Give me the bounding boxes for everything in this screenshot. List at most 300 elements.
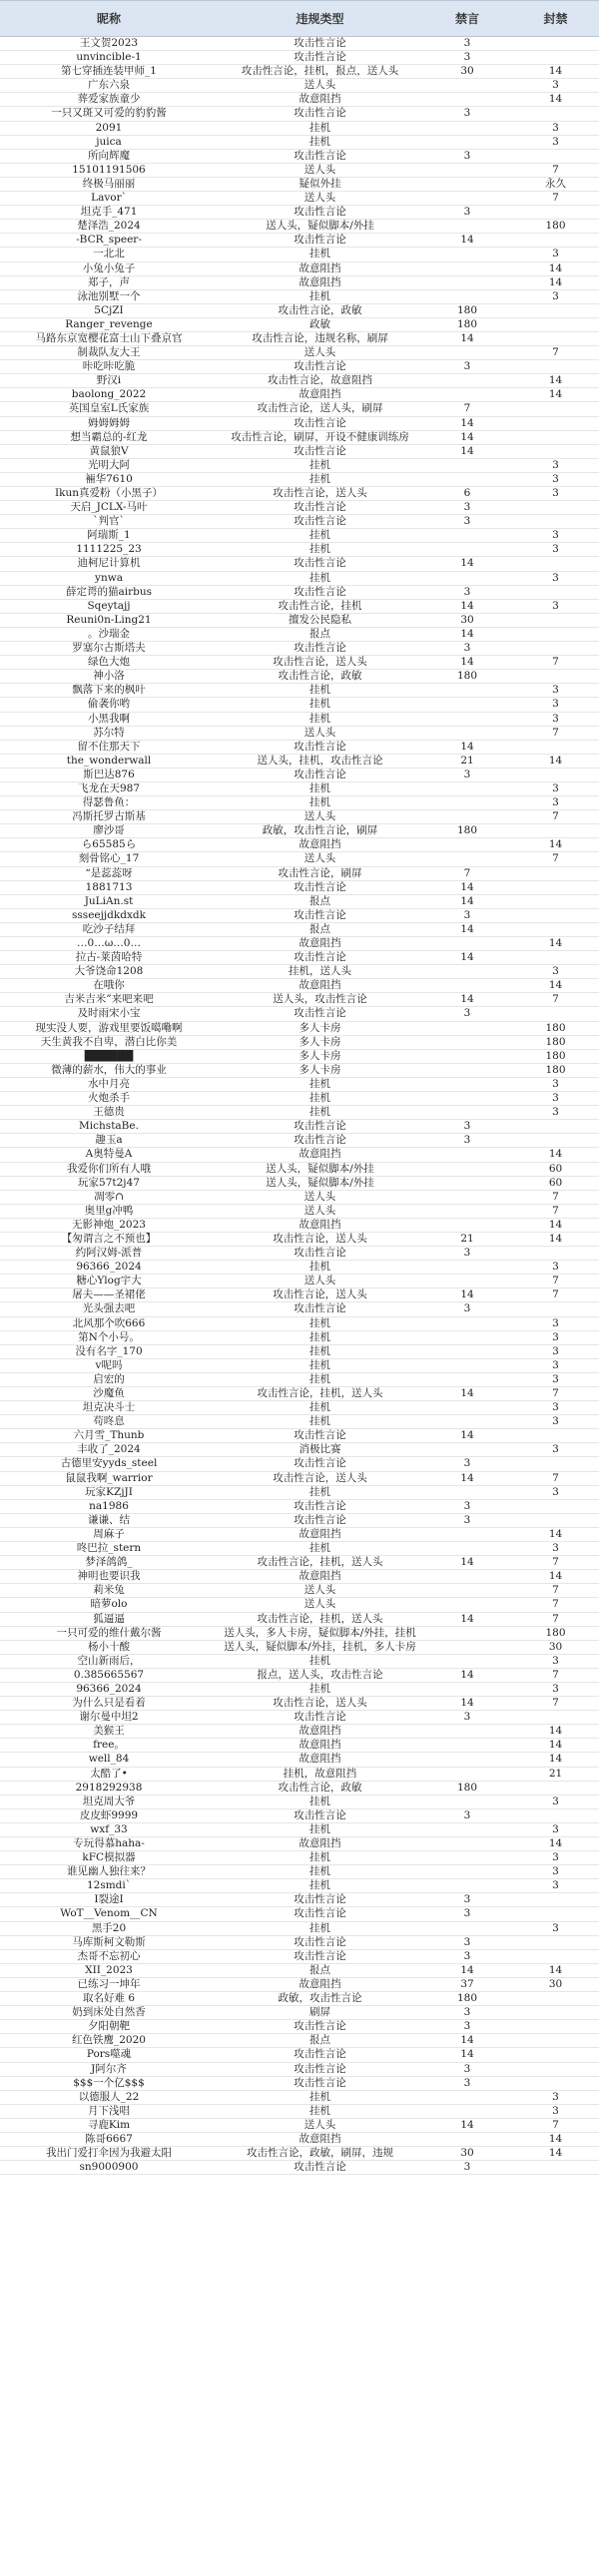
cell-mute-days bbox=[422, 1486, 512, 1499]
cell-nickname: wxf_33 bbox=[90, 1822, 128, 1835]
cell-ban-days bbox=[512, 2020, 599, 2033]
cell-violation-type: 挂机 bbox=[309, 1401, 330, 1414]
table-row bbox=[0, 572, 599, 586]
cell-mute-days bbox=[422, 192, 512, 205]
cell-violation-type: 攻击性言论 bbox=[294, 515, 346, 528]
cell-nickname: XII_2023 bbox=[85, 1963, 133, 1976]
cell-nickname: 黑手20 bbox=[91, 1921, 127, 1934]
cell-nickname: 天生黄我不自卑，潜白比你美 bbox=[40, 1035, 178, 1048]
cell-ban-days bbox=[512, 741, 599, 754]
cell-mute-days: 3 bbox=[463, 1007, 471, 1020]
cell-mute-days: 3 bbox=[463, 1513, 471, 1526]
table-row bbox=[0, 614, 599, 628]
table-row bbox=[0, 1907, 599, 1921]
cell-violation-type: 挂机 bbox=[309, 1682, 330, 1695]
cell-violation-type: 攻击性言论 bbox=[294, 1247, 346, 1260]
cell-ban-days bbox=[512, 1907, 599, 1920]
cell-ban-days: 3 bbox=[552, 1372, 559, 1385]
cell-nickname: 苟咚息 bbox=[93, 1415, 125, 1428]
cell-violation-type: 送人头，多人卡房，疑似脚本/外挂，挂机 bbox=[224, 1626, 416, 1639]
cell-violation-type: 攻击性言论 bbox=[294, 1808, 346, 1821]
cell-nickname: juica bbox=[96, 135, 122, 148]
cell-violation-type: 攻击性言论 bbox=[294, 206, 346, 219]
cell-violation-type: 故意阻挡 bbox=[299, 261, 341, 274]
cell-violation-type: 攻击性言论 bbox=[294, 360, 346, 373]
table-row bbox=[0, 543, 599, 557]
cell-nickname: 玩家57t2j47 bbox=[78, 1176, 140, 1189]
cell-ban-days: 7 bbox=[552, 1275, 559, 1288]
cell-ban-days: 3 bbox=[552, 1654, 559, 1667]
cell-violation-type: 挂机 bbox=[309, 472, 330, 485]
cell-mute-days: 14 bbox=[460, 2048, 474, 2061]
cell-ban-days: 3 bbox=[552, 1106, 559, 1119]
cell-ban-days: 14 bbox=[548, 374, 563, 387]
cell-violation-type: 挂机 bbox=[309, 1092, 330, 1105]
cell-nickname: 杰哥不忘初心 bbox=[77, 1949, 141, 1962]
cell-mute-days bbox=[422, 220, 512, 233]
cell-mute-days bbox=[422, 1768, 512, 1781]
cell-nickname: 我出门爱打伞因为我避太阳 bbox=[46, 2147, 172, 2160]
cell-nickname: 12smdi` bbox=[86, 1879, 132, 1892]
table-row bbox=[0, 136, 599, 150]
table-row bbox=[0, 459, 599, 473]
table-row bbox=[0, 810, 599, 824]
cell-mute-days bbox=[422, 1050, 512, 1063]
cell-ban-days bbox=[512, 895, 599, 908]
cell-violation-type: 攻击性言论 bbox=[294, 1302, 346, 1315]
table-row bbox=[0, 192, 599, 206]
cell-mute-days bbox=[422, 346, 512, 359]
cell-ban-days bbox=[512, 909, 599, 922]
cell-mute-days: 3 bbox=[463, 2006, 471, 2019]
cell-ban-days: 7 bbox=[552, 1471, 559, 1484]
table-row bbox=[0, 234, 599, 248]
table-row bbox=[0, 1950, 599, 1964]
cell-nickname: 夕阳朝靶 bbox=[88, 2020, 130, 2033]
cell-mute-days bbox=[422, 164, 512, 177]
cell-mute-days: 3 bbox=[463, 1949, 471, 1962]
table-row bbox=[0, 1613, 599, 1627]
table-row bbox=[0, 684, 599, 698]
table-row bbox=[0, 1683, 599, 1697]
table-row bbox=[0, 1655, 599, 1669]
cell-nickname: 天启_JCLX-马叶 bbox=[70, 501, 148, 514]
cell-ban-days: 7 bbox=[552, 2118, 559, 2131]
cell-mute-days bbox=[422, 1177, 512, 1190]
cell-nickname: 及时雨宋小宝 bbox=[77, 1007, 141, 1020]
cell-mute-days: 3 bbox=[463, 1120, 471, 1133]
cell-nickname: 一北北 bbox=[93, 248, 125, 260]
table-row bbox=[0, 318, 599, 332]
cell-mute-days: 3 bbox=[463, 1808, 471, 1821]
cell-ban-days: 3 bbox=[552, 1401, 559, 1414]
cell-mute-days: 3 bbox=[463, 1935, 471, 1948]
cell-violation-type: 挂机 bbox=[309, 1316, 330, 1329]
cell-nickname: 拉古-莱茵哈特 bbox=[75, 951, 143, 964]
cell-nickname: 谁见幽人独往来？ bbox=[67, 1865, 151, 1878]
cell-nickname: 一只又斑又可爱的豹豹酱 bbox=[51, 107, 167, 120]
cell-ban-days: 3 bbox=[552, 121, 559, 134]
header-ban: 封禁 bbox=[543, 12, 568, 26]
cell-nickname: 红色铁鹰_2020 bbox=[72, 2034, 146, 2047]
table-row bbox=[0, 867, 599, 881]
cell-violation-type: 送人头 bbox=[303, 346, 336, 359]
cell-violation-type: 多人卡房 bbox=[299, 1021, 341, 1034]
cell-mute-days: 14 bbox=[460, 1387, 474, 1399]
cell-ban-days: 3 bbox=[552, 1485, 559, 1498]
table-row bbox=[0, 1669, 599, 1683]
cell-violation-type: 挂机 bbox=[309, 781, 330, 794]
cell-violation-type: 送人头 bbox=[303, 1584, 336, 1597]
cell-violation-type: 挂机 bbox=[309, 1879, 330, 1892]
cell-ban-days: 7 bbox=[552, 1668, 559, 1681]
table-row bbox=[0, 2020, 599, 2034]
table-row bbox=[0, 374, 599, 388]
cell-mute-days: 30 bbox=[460, 65, 474, 78]
cell-nickname: 月下浅唱 bbox=[88, 2104, 130, 2117]
table-row bbox=[0, 1050, 599, 1064]
table-row bbox=[0, 1302, 599, 1316]
cell-mute-days: 3 bbox=[463, 149, 471, 162]
cell-nickname: 2918292938 bbox=[75, 1781, 143, 1794]
cell-violation-type: 送人头，挂机，攻击性言论 bbox=[257, 754, 383, 767]
cell-ban-days bbox=[512, 107, 599, 120]
cell-mute-days bbox=[422, 965, 512, 978]
cell-nickname: 薛定谔的猫airbus bbox=[65, 585, 152, 598]
header-violation-type: 违规类型 bbox=[296, 12, 344, 26]
cell-violation-type: 攻击性言论 bbox=[294, 1499, 346, 1512]
cell-violation-type: 攻击性言论 bbox=[294, 1893, 346, 1906]
cell-violation-type: 攻击性言论 bbox=[294, 501, 346, 514]
cell-violation-type: 攻击性言论，挂机，报点，送人头 bbox=[241, 65, 399, 78]
cell-nickname: 光明大阿 bbox=[88, 458, 130, 471]
cell-nickname: 玩家KZjJI bbox=[85, 1485, 133, 1498]
cell-ban-days: 7 bbox=[552, 1190, 559, 1203]
cell-mute-days: 14 bbox=[460, 627, 474, 640]
cell-violation-type: 送人头 bbox=[303, 726, 336, 739]
table-row bbox=[0, 1570, 599, 1584]
cell-nickname: 5CjZI bbox=[94, 303, 124, 316]
cell-nickname: ynwa bbox=[95, 571, 123, 584]
cell-mute-days: 14 bbox=[460, 234, 474, 247]
cell-mute-days bbox=[422, 1683, 512, 1696]
cell-nickname: 水中月亮 bbox=[88, 1077, 130, 1090]
cell-violation-type: 挂机 bbox=[309, 1485, 330, 1498]
cell-ban-days: 7 bbox=[552, 163, 559, 176]
table-row bbox=[0, 515, 599, 529]
table-row bbox=[0, 262, 599, 276]
cell-violation-type: 送人头 bbox=[303, 810, 336, 823]
table-row bbox=[0, 1782, 599, 1796]
cell-violation-type: 送人头，疑似脚本/外挂，挂机，多人卡房 bbox=[224, 1640, 416, 1653]
cell-ban-days: 3 bbox=[552, 1879, 559, 1892]
cell-nickname: 谢尔曼中坦2 bbox=[79, 1711, 139, 1724]
cell-nickname: 奶到床处自然香 bbox=[72, 2006, 146, 2019]
cell-violation-type: 挂机 bbox=[309, 1330, 330, 1343]
table-row bbox=[0, 122, 599, 136]
table-row bbox=[0, 417, 599, 431]
cell-ban-days bbox=[512, 642, 599, 655]
cell-ban-days bbox=[512, 1007, 599, 1020]
cell-ban-days bbox=[512, 304, 599, 317]
cell-violation-type: 故意阻挡 bbox=[299, 979, 341, 992]
cell-nickname: well_84 bbox=[88, 1753, 130, 1766]
table-row bbox=[0, 656, 599, 670]
cell-nickname: 沙魔鱼 bbox=[93, 1387, 125, 1399]
table-row bbox=[0, 1472, 599, 1486]
cell-violation-type: 多人卡房 bbox=[299, 1063, 341, 1076]
table-row bbox=[0, 586, 599, 600]
cell-ban-days: 180 bbox=[545, 1626, 566, 1639]
table-row bbox=[0, 1514, 599, 1528]
cell-mute-days: 7 bbox=[463, 866, 471, 879]
cell-ban-days: 14 bbox=[548, 979, 563, 992]
cell-mute-days: 3 bbox=[463, 768, 471, 780]
cell-nickname: 专玩得慕haha- bbox=[73, 1837, 145, 1849]
cell-mute-days: 14 bbox=[460, 599, 474, 612]
table-row bbox=[0, 1627, 599, 1641]
cell-ban-days: 3 bbox=[552, 458, 559, 471]
cell-mute-days bbox=[422, 1317, 512, 1330]
cell-nickname: 古德里安yyds_steel bbox=[60, 1457, 158, 1470]
table-row bbox=[0, 1486, 599, 1500]
cell-ban-days bbox=[512, 37, 599, 50]
cell-ban-days bbox=[512, 360, 599, 373]
cell-violation-type: 攻击性言论 bbox=[294, 1120, 346, 1133]
table-row bbox=[0, 1177, 599, 1191]
table-row bbox=[0, 1992, 599, 2006]
cell-violation-type: 攻击性言论，送人头 bbox=[273, 1471, 367, 1484]
cell-violation-type: 擅发公民隐私 bbox=[289, 613, 351, 626]
cell-ban-days bbox=[512, 557, 599, 570]
cell-mute-days bbox=[422, 1598, 512, 1611]
cell-ban-days bbox=[512, 402, 599, 415]
table-row bbox=[0, 713, 599, 727]
cell-mute-days: 14 bbox=[460, 1612, 474, 1625]
cell-nickname: the_wonderwall bbox=[66, 754, 152, 767]
cell-violation-type: 攻击性言论 bbox=[294, 149, 346, 162]
cell-nickname: kFC模拟器 bbox=[82, 1851, 136, 1864]
cell-nickname: 坦克周大爷 bbox=[82, 1795, 136, 1807]
cell-mute-days bbox=[422, 1837, 512, 1850]
table-row bbox=[0, 487, 599, 501]
cell-violation-type: 挂机 bbox=[309, 796, 330, 809]
cell-mute-days: 3 bbox=[463, 107, 471, 120]
cell-mute-days: 21 bbox=[460, 1232, 474, 1245]
cell-ban-days bbox=[512, 501, 599, 514]
cell-violation-type: 挂机 bbox=[309, 1415, 330, 1428]
cell-ban-days bbox=[512, 769, 599, 781]
cell-nickname: 0.385665567 bbox=[73, 1668, 145, 1681]
cell-nickname: 吃沙子结拜 bbox=[82, 922, 136, 935]
cell-nickname: …0…ω…0… bbox=[77, 937, 141, 949]
cell-violation-type: 挂机，送人头 bbox=[289, 965, 351, 978]
cell-mute-days bbox=[422, 838, 512, 851]
cell-ban-days: 14 bbox=[548, 1963, 563, 1976]
cell-violation-type: 故意阻挡 bbox=[299, 1837, 341, 1849]
cell-mute-days bbox=[422, 1739, 512, 1752]
cell-nickname: 罗塞尔古斯塔夫 bbox=[72, 642, 146, 655]
cell-mute-days bbox=[422, 796, 512, 809]
cell-mute-days bbox=[422, 1219, 512, 1232]
cell-violation-type: 攻击性言论，挂机，送人头 bbox=[257, 1556, 383, 1569]
cell-mute-days: 3 bbox=[463, 360, 471, 373]
cell-mute-days bbox=[422, 727, 512, 740]
cell-mute-days bbox=[422, 1879, 512, 1892]
cell-nickname: 已练习一坤年 bbox=[77, 1977, 141, 1990]
cell-violation-type: 攻击性言论，送人头 bbox=[273, 1232, 367, 1245]
cell-nickname: MichstaBe. bbox=[79, 1120, 139, 1133]
header-mute: 禁言 bbox=[454, 12, 479, 26]
cell-mute-days bbox=[422, 852, 512, 865]
table-row bbox=[0, 164, 599, 178]
cell-mute-days: 14 bbox=[460, 2118, 474, 2131]
table-row bbox=[0, 1851, 599, 1865]
table-row bbox=[0, 290, 599, 304]
cell-nickname: 莉米兔 bbox=[93, 1584, 125, 1597]
cell-mute-days bbox=[422, 1036, 512, 1049]
cell-ban-days: 7 bbox=[552, 1204, 559, 1217]
table-row bbox=[0, 1233, 599, 1247]
cell-ban-days bbox=[512, 1782, 599, 1795]
cell-ban-days: 3 bbox=[552, 1822, 559, 1835]
cell-violation-type: 故意阻挡 bbox=[299, 2132, 341, 2145]
cell-nickname: 神小洛 bbox=[93, 670, 125, 683]
cell-mute-days: 14 bbox=[460, 894, 474, 907]
cell-mute-days bbox=[422, 1865, 512, 1878]
cell-ban-days: 永久 bbox=[545, 177, 566, 190]
table-row bbox=[0, 1922, 599, 1936]
cell-ban-days bbox=[512, 1936, 599, 1949]
table-row bbox=[0, 473, 599, 487]
cell-ban-days: 7 bbox=[552, 656, 559, 669]
cell-mute-days bbox=[422, 1373, 512, 1386]
cell-nickname: 六月雪_Thunb bbox=[73, 1429, 145, 1442]
cell-ban-days bbox=[512, 2077, 599, 2090]
table-row bbox=[0, 65, 599, 79]
cell-mute-days bbox=[422, 1922, 512, 1935]
cell-violation-type: 攻击性言论 bbox=[294, 1429, 346, 1442]
table-row bbox=[0, 1697, 599, 1711]
table-row bbox=[0, 2161, 599, 2175]
cell-mute-days bbox=[422, 1022, 512, 1035]
cell-ban-days: 14 bbox=[548, 838, 563, 851]
cell-violation-type: 挂机 bbox=[309, 1542, 330, 1555]
cell-mute-days: 3 bbox=[463, 2020, 471, 2033]
cell-nickname: baolong_2022 bbox=[71, 388, 147, 401]
cell-nickname: Sqeytajj bbox=[87, 599, 131, 612]
cell-violation-type: 故意阻挡 bbox=[299, 1527, 341, 1540]
cell-mute-days: 14 bbox=[460, 656, 474, 669]
table-row bbox=[0, 248, 599, 261]
cell-ban-days: 3 bbox=[552, 248, 559, 260]
cell-nickname: 泳池别墅一个 bbox=[77, 289, 141, 302]
table-row bbox=[0, 2034, 599, 2048]
cell-mute-days: 21 bbox=[460, 754, 474, 767]
cell-violation-type: 故意阻挡 bbox=[299, 1753, 341, 1766]
cell-nickname: Ranger_revenge bbox=[65, 317, 153, 330]
cell-mute-days bbox=[422, 1261, 512, 1274]
table-row bbox=[0, 1809, 599, 1823]
cell-mute-days: 3 bbox=[463, 2161, 471, 2174]
table-row bbox=[0, 1837, 599, 1851]
table-row bbox=[0, 951, 599, 965]
cell-violation-type: 挂机 bbox=[309, 1261, 330, 1274]
cell-ban-days: 14 bbox=[548, 1725, 563, 1738]
cell-nickname: 想当霸总的-红龙 bbox=[70, 430, 148, 443]
cell-violation-type: 报点 bbox=[309, 627, 330, 640]
cell-mute-days: 180 bbox=[456, 670, 478, 683]
cell-ban-days: 14 bbox=[548, 388, 563, 401]
cell-ban-days: 3 bbox=[552, 2104, 559, 2117]
cell-mute-days bbox=[422, 979, 512, 992]
cell-mute-days bbox=[422, 1345, 512, 1358]
cell-mute-days bbox=[422, 1851, 512, 1864]
cell-mute-days: 14 bbox=[460, 1471, 474, 1484]
cell-violation-type: 攻击性言论 bbox=[294, 642, 346, 655]
cell-violation-type: 攻击性言论，故意阻挡 bbox=[268, 374, 372, 387]
table-row bbox=[0, 909, 599, 923]
cell-ban-days: 3 bbox=[552, 1865, 559, 1878]
cell-nickname: 黄鼠狼V bbox=[89, 444, 129, 457]
cell-nickname: 无影神炮_2023 bbox=[72, 1218, 146, 1231]
cell-mute-days bbox=[422, 1796, 512, 1808]
table-row bbox=[0, 304, 599, 318]
cell-violation-type: 挂机 bbox=[309, 135, 330, 148]
cell-ban-days bbox=[512, 417, 599, 430]
cell-violation-type: 报点 bbox=[309, 1963, 330, 1976]
table-row bbox=[0, 529, 599, 543]
cell-violation-type: 挂机 bbox=[309, 1795, 330, 1807]
table-row bbox=[0, 965, 599, 979]
cell-nickname: -BCR_speer- bbox=[76, 234, 142, 247]
cell-violation-type: 攻击性言论，送人头 bbox=[273, 1697, 367, 1710]
cell-violation-type: 攻击性言论 bbox=[294, 107, 346, 120]
cell-ban-days: 7 bbox=[552, 1556, 559, 1569]
cell-violation-type: 挂机 bbox=[309, 571, 330, 584]
cell-mute-days: 3 bbox=[463, 37, 471, 49]
cell-nickname: 得瑟鲁鱼： bbox=[82, 796, 136, 809]
cell-ban-days bbox=[512, 51, 599, 64]
cell-violation-type: 故意阻挡 bbox=[299, 1218, 341, 1231]
table-row bbox=[0, 501, 599, 515]
cell-violation-type: 攻击性言论 bbox=[294, 1949, 346, 1962]
cell-mute-days: 3 bbox=[463, 585, 471, 598]
cell-ban-days bbox=[512, 881, 599, 894]
cell-nickname: 制裁队友大王 bbox=[77, 346, 141, 359]
cell-mute-days: 14 bbox=[460, 1963, 474, 1976]
cell-ban-days: 14 bbox=[548, 1753, 563, 1766]
cell-violation-type: 挂机 bbox=[309, 289, 330, 302]
cell-ban-days: 7 bbox=[552, 726, 559, 739]
cell-nickname: 终极马丽丽 bbox=[82, 177, 136, 190]
cell-violation-type: 攻击性言论，违规名称，刷屏 bbox=[252, 331, 388, 344]
table-row bbox=[0, 881, 599, 895]
cell-nickname: 屠夫——圣裙佬 bbox=[72, 1288, 146, 1301]
cell-mute-days: 3 bbox=[463, 1907, 471, 1920]
cell-ban-days bbox=[512, 1809, 599, 1822]
cell-nickname: 美猴王 bbox=[93, 1725, 125, 1738]
cell-nickname: 大爷饶命1208 bbox=[74, 965, 144, 978]
cell-nickname: 1881713 bbox=[85, 880, 133, 893]
table-row bbox=[0, 1345, 599, 1359]
cell-nickname: 斯巴达876 bbox=[83, 768, 135, 780]
table-row bbox=[0, 2147, 599, 2161]
cell-nickname: 咔吃咔吃脆 bbox=[82, 360, 136, 373]
table-row bbox=[0, 1796, 599, 1809]
cell-violation-type: 送人头 bbox=[303, 1275, 336, 1288]
cell-violation-type: 多人卡房 bbox=[299, 1049, 341, 1062]
